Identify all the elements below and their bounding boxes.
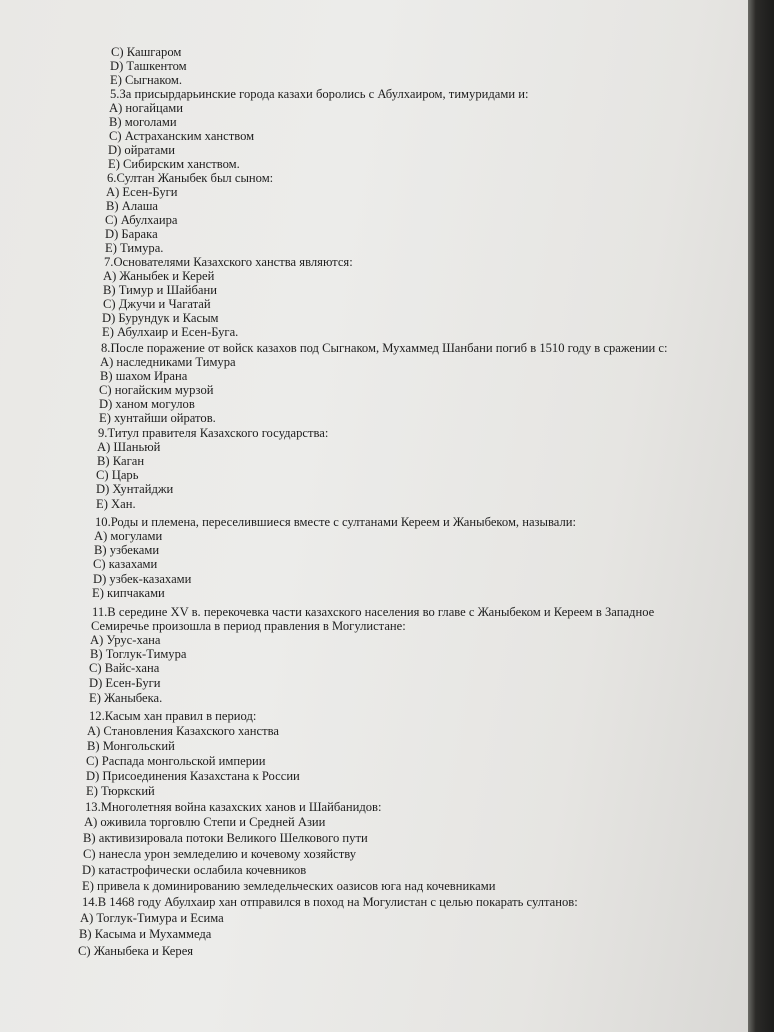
answer-line: С) нанесла урон земледелию и кочевому хозяйству — [83, 847, 357, 861]
answer-line: Е) Сыгнаком. — [110, 73, 183, 87]
answer-line: С) Астраханским ханством — [109, 129, 255, 143]
answer-line: D) Бурундук и Касым — [102, 311, 219, 325]
answer-line: Е) Тимура. — [105, 241, 164, 255]
question-line: 14.В 1468 году Абулхаир хан отправился в поход на Могулистан с целью покарать султанов: — [82, 895, 578, 909]
answer-line: D) ханом могулов — [99, 397, 195, 411]
answer-line: А) оживила торговлю Степи и Средней Азии — [84, 815, 326, 829]
answer-line: А) Становления Казахского ханства — [87, 724, 279, 738]
question-line: 10.Роды и племена, переселившиеся вместе с султанами Кереем и Жаныбеком, называли: — [95, 515, 576, 529]
question-line: 13.Многолетняя война казахских ханов и Шайбанидов: — [85, 800, 382, 814]
answer-line: С) Кашгаром — [111, 45, 182, 59]
answer-line: D) узбек-казахами — [93, 572, 192, 586]
answer-line: С) казахами — [93, 557, 158, 571]
question-line: 12.Касым хан правил в период: — [89, 709, 257, 723]
answer-line: Е) Жаныбека. — [89, 691, 163, 705]
answer-line: D) ойратами — [108, 143, 175, 157]
answer-line: А) могулами — [94, 529, 163, 543]
answer-line: А) наследниками Тимура — [100, 355, 236, 369]
answer-line: С) Царь — [96, 468, 139, 482]
answer-line: Е) Тюркский — [86, 784, 155, 798]
question-line: 5.За присырдарьинские города казахи боролись с Абулхаиром, тимуридами и: — [110, 87, 529, 101]
answer-line: Е) Абулхаир и Есен-Буга. — [102, 325, 239, 339]
answer-line: В) Касыма и Мухаммеда — [79, 927, 212, 941]
question-line: 8.После поражение от войск казахов под Сыгнаком, Мухаммед Шанбани погиб в 1510 году в сражении с: — [101, 341, 668, 355]
answer-line: С) Абулхаира — [105, 213, 178, 227]
answer-line: Е) привела к доминированию земледельческих оазисов юга над кочевниками — [82, 879, 496, 893]
answer-line: С) Жаныбека и Керея — [78, 944, 194, 958]
answer-line: В) шахом Ирана — [100, 369, 188, 383]
answer-line: D) Хунтайджи — [96, 482, 174, 496]
answer-line: С) Джучи и Чагатай — [103, 297, 211, 311]
answer-line: Е) Сибирским ханством. — [108, 157, 240, 171]
dark-background-edge — [748, 0, 774, 1032]
answer-line: D) Есен-Буги — [89, 676, 161, 690]
answer-line: В) моголами — [109, 115, 177, 129]
question-line: 6.Султан Жаныбек был сыном: — [107, 171, 274, 185]
answer-line: Е) Хан. — [96, 497, 136, 511]
answer-line: В) Монгольский — [87, 739, 175, 753]
answer-line: А) ногайцами — [109, 101, 184, 115]
answer-line: А) Тоглук-Тимура и Есима — [80, 911, 224, 925]
answer-line: С) Распада монгольской империи — [86, 754, 266, 768]
answer-line: D) Присоединения Казахстана к России — [86, 769, 300, 783]
answer-line: В) узбеками — [94, 543, 160, 557]
answer-line: В) Тимур и Шайбани — [103, 283, 217, 297]
answer-line: С) ногайским мурзой — [99, 383, 214, 397]
answer-line: А) Есен-Буги — [106, 185, 178, 199]
answer-line: D) катастрофически ослабила кочевников — [82, 863, 307, 877]
answer-line: В) Каган — [97, 454, 145, 468]
answer-line: В) Тоглук-Тимура — [90, 647, 187, 661]
answer-line: В) Алаша — [106, 199, 158, 213]
answer-line: А) Урус-хана — [90, 633, 161, 647]
answer-line: D) Барака — [105, 227, 158, 241]
answer-line: D) Ташкентом — [110, 59, 187, 73]
question-line: 11.В середине XV в. перекочевка части казахского населения во главе с Жаныбеком и Кереем в Западное — [92, 605, 655, 619]
answer-line: А) Жаныбек и Керей — [103, 269, 215, 283]
question-line: 7.Основателями Казахского ханства являются: — [104, 255, 353, 269]
answer-line: В) активизировала потоки Великого Шелкового пути — [83, 831, 368, 845]
answer-line: А) Шаньюй — [97, 440, 161, 454]
answer-line: Е) хунтайши ойратов. — [99, 411, 216, 425]
answer-line: Е) кипчаками — [92, 586, 165, 600]
question-line: 9.Титул правителя Казахского государства: — [98, 426, 329, 440]
question-line: Семиречье произошла в период правления в Могулистане: — [91, 619, 406, 633]
answer-line: С) Вайс-хана — [89, 661, 160, 675]
